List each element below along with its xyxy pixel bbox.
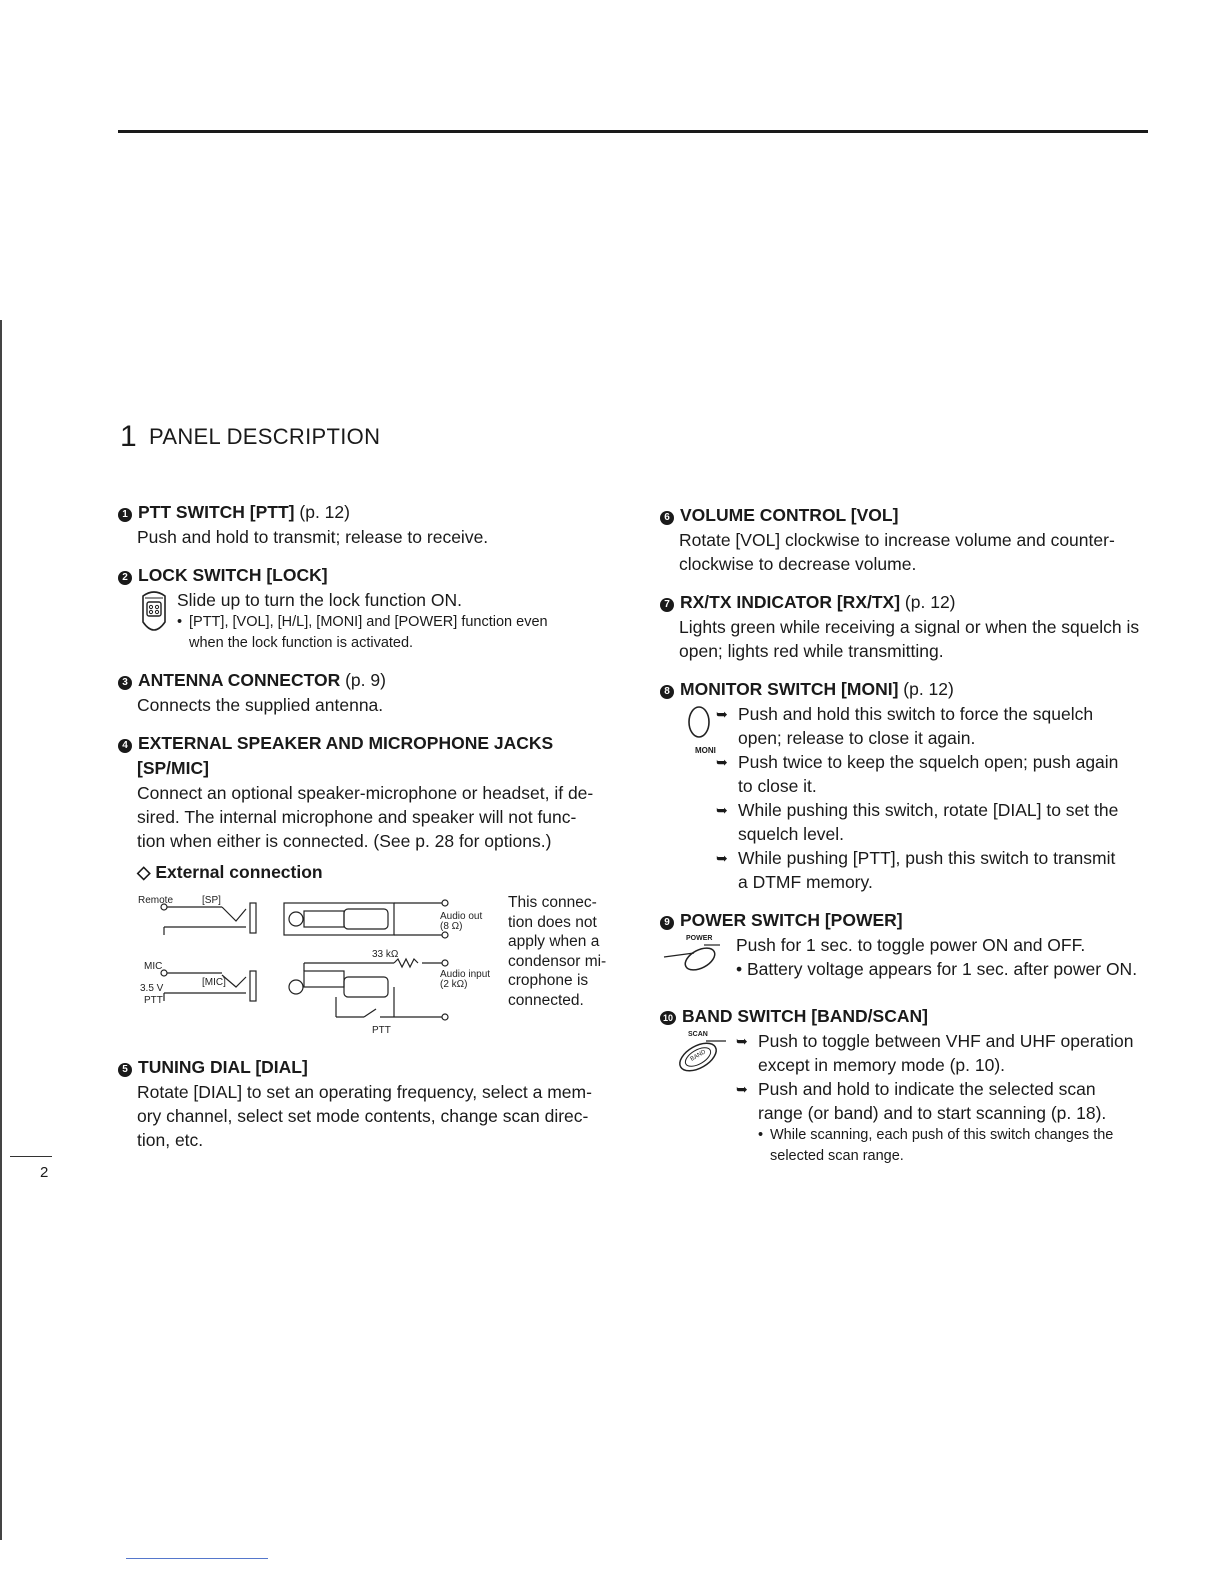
wiring-diagram (136, 891, 508, 1041)
marker: 7 (660, 598, 674, 612)
chapter-number: 1 (120, 420, 137, 453)
label-mic: MIC (144, 961, 163, 972)
section-ptt-switch (118, 500, 613, 549)
icon-label: MONI (695, 746, 716, 755)
item-text: open; release to close it again. (738, 728, 976, 748)
section-text: Connects the supplied antenna. (137, 695, 384, 715)
note-line: [PTT], [VOL], [H/L], [MONI] and [POWER] function even (189, 614, 548, 630)
arrow-icon: ➥ (736, 1033, 748, 1049)
item-text: to close it. (738, 776, 817, 796)
section-lock-switch: 2 LOCK SWITCH [LOCK] Slide up to turn the lock function ON. • [PTT], [VOL], [H/L], [MONI] and [POWER] function even when the lock function is activated. (118, 563, 613, 654)
label-remote: Remote (138, 895, 174, 906)
label-sp: [SP] (202, 895, 221, 906)
section-title: EXTERNAL SPEAKER AND MICROPHONE JACKS (138, 733, 554, 753)
item-text: range (or band) and to start scanning (p. 18). (758, 1103, 1107, 1123)
subhead-text: External connection (155, 862, 323, 882)
label-ptt: PTT (144, 995, 163, 1006)
item-text: While pushing this switch, rotate [DIAL] to set the (738, 800, 1119, 820)
label-2k: (2 kΩ) (440, 979, 468, 990)
section-band-switch: 10 BAND SWITCH [BAND/SCAN] SCAN BAND ➥ Push to toggle between VHF and UHF operation except in memory mode (p. 10). ➥ Push and hold to indicate the selected scan range (or band) and to start scanning (p. 18). • While scanning, each push of this switch changes the selected scan range. (660, 1004, 1150, 1167)
page-ref: (p. 12) (900, 592, 956, 612)
section-volume-control (660, 503, 1150, 576)
lock-switch-icon (137, 588, 177, 654)
arrow-icon: ➥ (716, 850, 728, 866)
section-title: ANTENNA CONNECTOR (138, 670, 341, 690)
section-title-cont: [SP/MIC] (137, 758, 209, 778)
item-text: a DTMF memory. (738, 872, 873, 892)
text-line: Rotate [DIAL] to set an operating frequency, select a mem- (137, 1082, 592, 1102)
item-text: Push to toggle between VHF and UHF operation (758, 1031, 1134, 1051)
diamond-icon: ◇ (137, 862, 151, 882)
bullet-icon: • (736, 959, 747, 979)
power-button-icon (660, 933, 736, 982)
text-line: tion, etc. (137, 1130, 204, 1150)
arrow-icon: ➥ (716, 802, 728, 818)
section-external-jacks (118, 731, 613, 1041)
text-line: Rotate [VOL] clockwise to increase volume and counter- (679, 530, 1115, 550)
note-line: crophone is (508, 972, 589, 989)
right-column (660, 503, 1150, 1181)
icon-label: SCAN (688, 1031, 708, 1038)
text-line: open; lights red while transmitting. (679, 641, 944, 661)
note-line: selected scan range. (770, 1148, 904, 1164)
text-line: clockwise to decrease volume. (679, 554, 917, 574)
section-title: PTT SWITCH [PTT] (138, 502, 295, 522)
marker: 2 (118, 571, 132, 585)
section-tuning-dial (118, 1055, 613, 1152)
text-line: tion when either is connected. (See p. 28 for options.) (137, 831, 552, 851)
page-edge (0, 320, 2, 1540)
section-rxtx-indicator (660, 590, 1150, 663)
label-audio-out: Audio out (440, 911, 483, 922)
item-text: Push and hold to indicate the selected scan (758, 1079, 1096, 1099)
item-text: Push and hold this switch to force the squelch (738, 704, 1094, 724)
text-line: ory channel, select set mode contents, change scan direc- (137, 1106, 589, 1126)
section-text: Push and hold to transmit; release to receive. (137, 527, 489, 547)
item-text: While pushing [PTT], push this switch to transmit (738, 848, 1116, 868)
section-power-switch (660, 908, 1150, 982)
label-mic-bracket: [MIC] (202, 977, 226, 988)
marker: 6 (660, 511, 674, 525)
section-title: TUNING DIAL [DIAL] (138, 1057, 308, 1077)
label-33k: 33 kΩ (372, 949, 399, 960)
text-line: sired. The internal microphone and speaker will not func- (137, 807, 577, 827)
marker: 4 (118, 739, 132, 753)
section-title: RX/TX INDICATOR [RX/TX] (680, 592, 901, 612)
external-connection-subhead (137, 859, 613, 885)
label-8-ohm: (8 Ω) (440, 921, 463, 932)
text-line: Lights green while receiving a signal or when the squelch is (679, 617, 1140, 637)
section-monitor-switch (660, 677, 1150, 894)
section-title: MONITOR SWITCH [MONI] (680, 679, 899, 699)
text-line: Connect an optional speaker-microphone or headset, if de- (137, 783, 594, 803)
section-title: LOCK SWITCH [LOCK] (138, 565, 328, 585)
label-ptt-switch: PTT (372, 1025, 391, 1036)
section-text: Slide up to turn the lock function ON. (177, 590, 463, 610)
page-ref: (p. 9) (340, 670, 386, 690)
bullet-text: Battery voltage appears for 1 sec. after power ON. (747, 959, 1138, 979)
marker: 5 (118, 1063, 132, 1077)
note-line: apply when a (508, 933, 600, 950)
moni-button-icon (679, 702, 735, 894)
note-line: condensor mi- (508, 952, 607, 970)
page-ref: (p. 12) (294, 502, 350, 522)
section-title: POWER SWITCH [POWER] (680, 910, 903, 930)
footer-line (126, 1558, 268, 1559)
band-button-icon (660, 1029, 736, 1167)
marker: 9 (660, 916, 674, 930)
marker: 10 (660, 1011, 676, 1025)
marker: 8 (660, 685, 674, 699)
section-text: Push for 1 sec. to toggle power ON and OFF. (736, 935, 1086, 955)
label-35v: 3.5 V (140, 983, 164, 994)
diagram-note (508, 891, 613, 1041)
item-text: squelch level. (738, 824, 845, 844)
item-text: Push twice to keep the squelch open; push again (738, 752, 1119, 772)
section-title: BAND SWITCH [BAND/SCAN] (682, 1006, 928, 1026)
page-title (120, 420, 380, 454)
left-column (118, 500, 613, 1166)
marker: 1 (118, 508, 132, 522)
page-tick (10, 1156, 52, 1157)
note-line: when the lock function is activated. (189, 635, 414, 651)
label-audio-input: Audio input (440, 969, 491, 980)
icon-inner-label: BAND (689, 1049, 708, 1063)
page-ref: (p. 12) (898, 679, 954, 699)
note-line: connected. (508, 991, 584, 1009)
icon-label: POWER (686, 935, 713, 942)
note-line: tion does not (508, 913, 597, 931)
arrow-icon: ➥ (716, 754, 728, 770)
page-number: 2 (40, 1164, 49, 1181)
item-text: except in memory mode (p. 10). (758, 1055, 1006, 1075)
note-line: While scanning, each push of this switch changes the (770, 1127, 1114, 1143)
marker: 3 (118, 676, 132, 690)
arrow-icon: ➥ (716, 706, 728, 722)
section-antenna-connector (118, 668, 613, 717)
chapter-title: PANEL DESCRIPTION (149, 424, 381, 449)
arrow-icon: ➥ (736, 1081, 748, 1097)
header-rule (118, 130, 1148, 133)
note-line: This connec- (508, 894, 597, 911)
section-title: VOLUME CONTROL [VOL] (680, 505, 899, 525)
